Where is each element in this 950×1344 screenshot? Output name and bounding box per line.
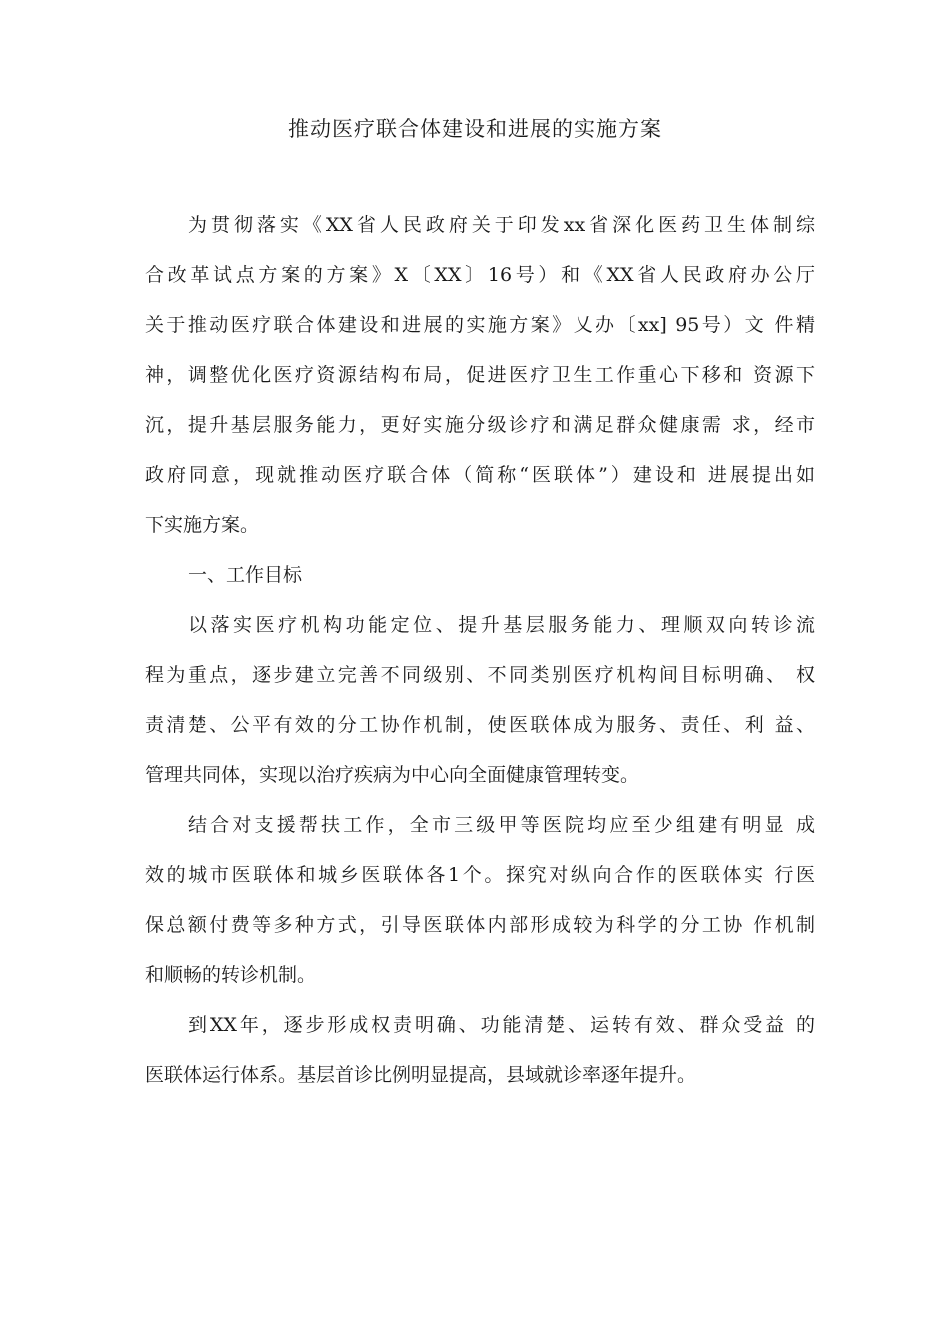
text-line: 结合对支援帮扶工作，全市三级甲等医院均应至少组建有明显 成 xyxy=(188,814,815,836)
text-line: 关于推动医疗联合体建设和进展的实施方案》乂办〔xx] 95号）文 件精 xyxy=(145,314,815,336)
text-line: 责清楚、公平有效的分工协作机制，使医联体成为服务、责任、利 益、 xyxy=(145,714,815,736)
paragraph-target xyxy=(145,1007,815,1107)
text-line: 效的城市医联体和城乡医联体各1个。探究对纵向合作的医联体实 行医 xyxy=(145,864,815,886)
text-line: 保总额付费等多种方式，引导医联体内部形成较为科学的分工协 作机制 xyxy=(145,914,815,936)
text-line: 沉，提升基层服务能力，更好实施分级诊疗和满足群众健康需 求，经市 xyxy=(145,414,815,436)
text-line: 和顺畅的转诊机制。 xyxy=(145,964,317,986)
section-heading-text: 一、工作目标 xyxy=(188,564,303,586)
text-line: 到XX年，逐步形成权责明确、功能清楚、运转有效、群众受益 的 xyxy=(188,1014,815,1036)
text-line: 以落实医疗机构功能定位、提升基层服务能力、理顺双向转诊流 xyxy=(188,614,815,636)
paragraph-goals xyxy=(145,607,815,807)
text-line: 程为重点，逐步建立完善不同级别、不同类别医疗机构间目标明确、 权 xyxy=(145,664,815,686)
text-line: 政府同意，现就推动医疗联合体（简称“医联体”）建设和 进展提出如 xyxy=(145,464,815,486)
paragraph-intro xyxy=(145,207,815,557)
text-line: 医联体运行体系。基层首诊比例明显提高，县域就诊率逐年提升。 xyxy=(145,1064,697,1086)
text-line: 下实施方案。 xyxy=(145,514,260,536)
text-line: 管理共同体，实现以治疗疾病为中心向全面健康管理转变。 xyxy=(145,764,640,786)
section-heading xyxy=(145,557,815,607)
paragraph-support xyxy=(145,807,815,1007)
document-body xyxy=(145,207,815,1107)
text-line: 合改革试点方案的方案》X〔XX〕16号）和《XX省人民政府办公厅 xyxy=(145,264,815,286)
document-title: 推动医疗联合体建设和进展的实施方案 xyxy=(288,117,662,141)
text-line: 为贯彻落实《XX省人民政府关于印发xx省深化医药卫生体制综 xyxy=(188,214,815,236)
text-line: 神，调整优化医疗资源结构布局，促进医疗卫生工作重心下移和 资源下 xyxy=(145,364,815,386)
